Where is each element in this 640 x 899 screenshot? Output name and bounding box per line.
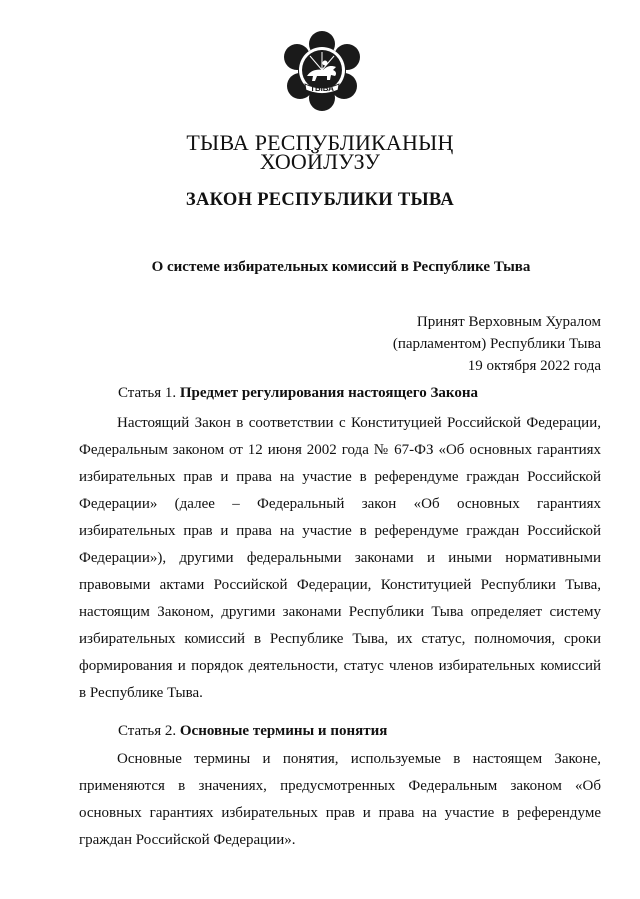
article-2-title: Основные термины и понятия — [179, 723, 388, 739]
article-2-text: Основные термины и понятия, используемые в настоящем Законе, применяются в значениях, предусмотренных Федеральным законом «Об основных гарантиях избирательных прав и права на участие в референдуме граждан Российской Федерации». — [79, 751, 601, 848]
article-2-heading — [118, 723, 387, 740]
adoption-line-2: (парламентом) Республики Тыва — [392, 336, 601, 352]
article-1-heading — [118, 385, 478, 402]
law-title: ЗАКОН РЕСПУБЛИКИ ТЫВА — [185, 190, 455, 210]
adoption-date: 19 октября 2022 года — [467, 358, 601, 374]
parliament-name-line-1: ТЫВА РЕСПУБЛИКАНЫҢ — [186, 130, 454, 155]
parliament-name-line-2: ХООЙЛУЗУ — [259, 149, 381, 174]
article-1-title: Предмет регулирования настоящего Закона — [179, 385, 478, 401]
adoption-note — [393, 311, 601, 377]
emblem-label: ТЫВА — [310, 84, 334, 93]
tuva-coat-of-arms-icon — [281, 30, 363, 112]
article-1-text: Настоящий Закон в соответствии с Конституцией Российской Федерации, Федеральным законом от 12 июня 2002 года № 67-ФЗ «Об основных гарантиях избирательных прав и права на участие в референдуме граждан Российской Федерации» (далее – Федеральный закон «Об основных гарантиях избирательных прав и права на участие в референдуме граждан Российской Федерации»), другими федеральными законами и иными нормативными правовыми актами Российской Федерации, Конституцией Республики Тыва, настоящим Законом, другими законами Республики Тыва определяет систему избирательных комиссий в Республике Тыва, их статус, полномочия, сроки формирования и порядок деятельности, статус членов избирательных комиссий в Республике Тыва. — [79, 415, 601, 701]
adoption-line-1: Принят Верховным Хуралом — [416, 314, 601, 330]
article-1-number: Статья 1. — [118, 385, 177, 401]
article-2-number: Статья 2. — [118, 723, 177, 739]
law-subject: О системе избирательных комиссий в Республике Тыва — [151, 259, 531, 275]
